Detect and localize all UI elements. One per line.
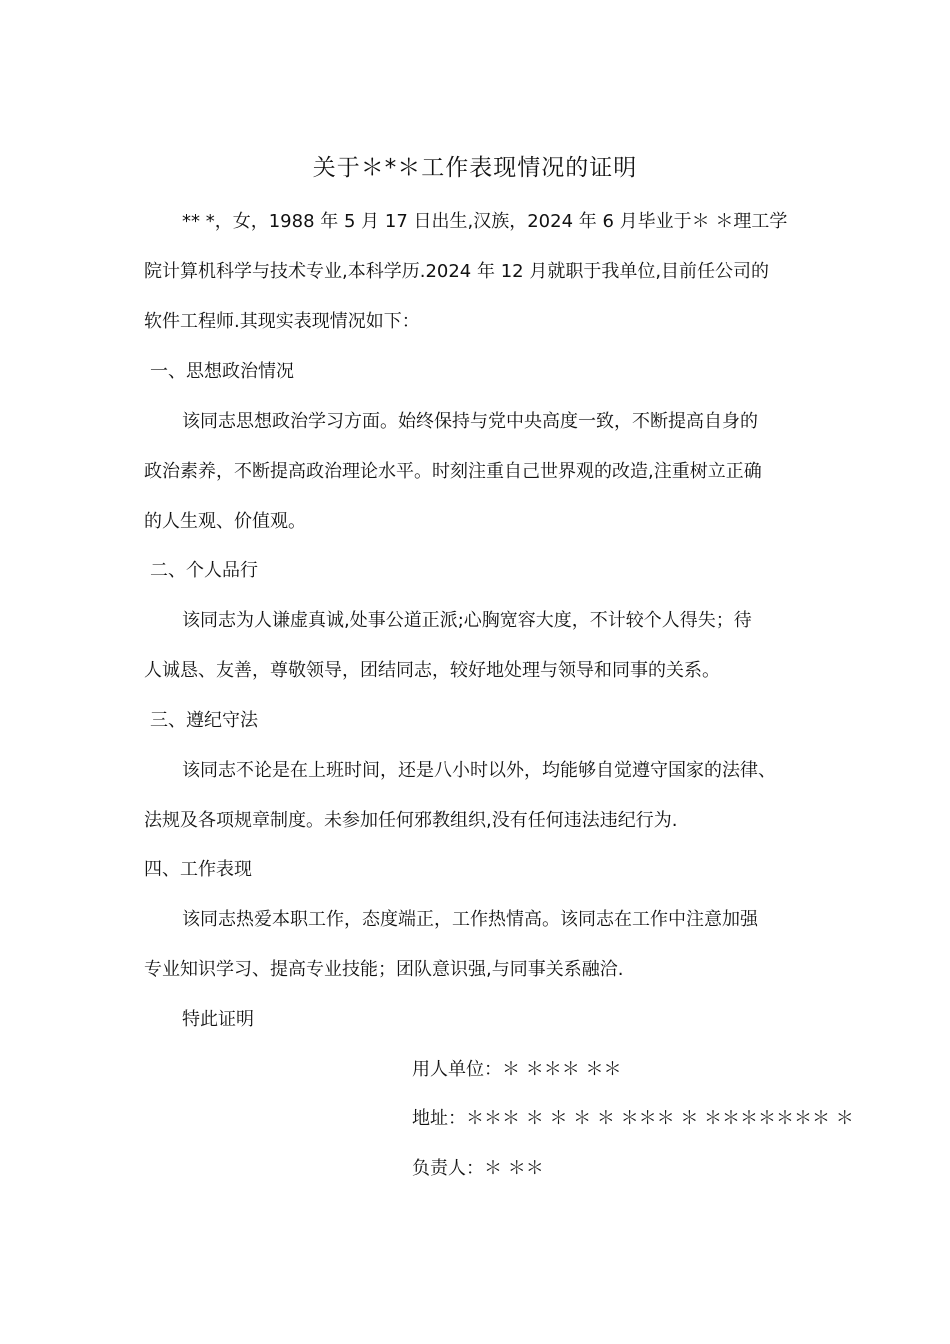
document-title: 关于＊*＊工作表现情况的证明 [312, 155, 638, 181]
section-heading-discipline: 三、遵纪守法 [150, 710, 258, 731]
section-line: 政治素养，不断提高政治理论水平。时刻注重自己世界观的改造,注重树立正确 [144, 461, 762, 482]
intro-line-1: ** *，女，1988 年 5 月 17 日出生,汉族，2024 年 6 月毕业于＊ ＊理工学 [182, 211, 788, 232]
section-heading-character: 二、个人品行 [150, 560, 258, 581]
section-heading-political: 一、思想政治情况 [150, 361, 294, 382]
section-line: 人诚恳、友善，尊敬领导，团结同志，较好地处理与领导和同事的关系。 [144, 660, 720, 681]
section-line: 专业知识学习、提高专业技能；团队意识强,与同事关系融洽. [144, 959, 624, 980]
section-line: 该同志为人谦虚真诚,处事公道正派;心胸宽容大度，不计较个人得失；待 [182, 610, 752, 631]
section-line: 的人生观、价值观。 [144, 511, 306, 532]
section-line: 该同志思想政治学习方面。始终保持与党中央高度一致，不断提高自身的 [182, 411, 758, 432]
closing-text: 特此证明 [182, 1009, 254, 1030]
signature-employer: 用人单位：＊ ＊＊＊ ＊＊ [412, 1059, 622, 1080]
signature-person-in-charge: 负责人：＊ ＊＊ [412, 1158, 544, 1179]
section-heading-work: 四、工作表现 [144, 859, 252, 880]
intro-line-2: 院计算机科学与技术专业,本科学历.2024 年 12 月就职于我单位,目前任公司的 [144, 261, 770, 282]
signature-address: 地址：＊＊＊ ＊ ＊ ＊ ＊ ＊＊＊ ＊ ＊＊＊＊＊＊＊ ＊ [412, 1108, 854, 1129]
section-line: 法规及各项规章制度。未参加任何邪教组织,没有任何违法违纪行为. [144, 810, 678, 831]
intro-line-3: 软件工程师.其现实表现情况如下： [144, 311, 420, 332]
section-line: 该同志热爱本职工作，态度端正，工作热情高。该同志在工作中注意加强 [182, 909, 758, 930]
section-line: 该同志不论是在上班时间，还是八小时以外，均能够自觉遵守国家的法律、 [182, 760, 776, 781]
